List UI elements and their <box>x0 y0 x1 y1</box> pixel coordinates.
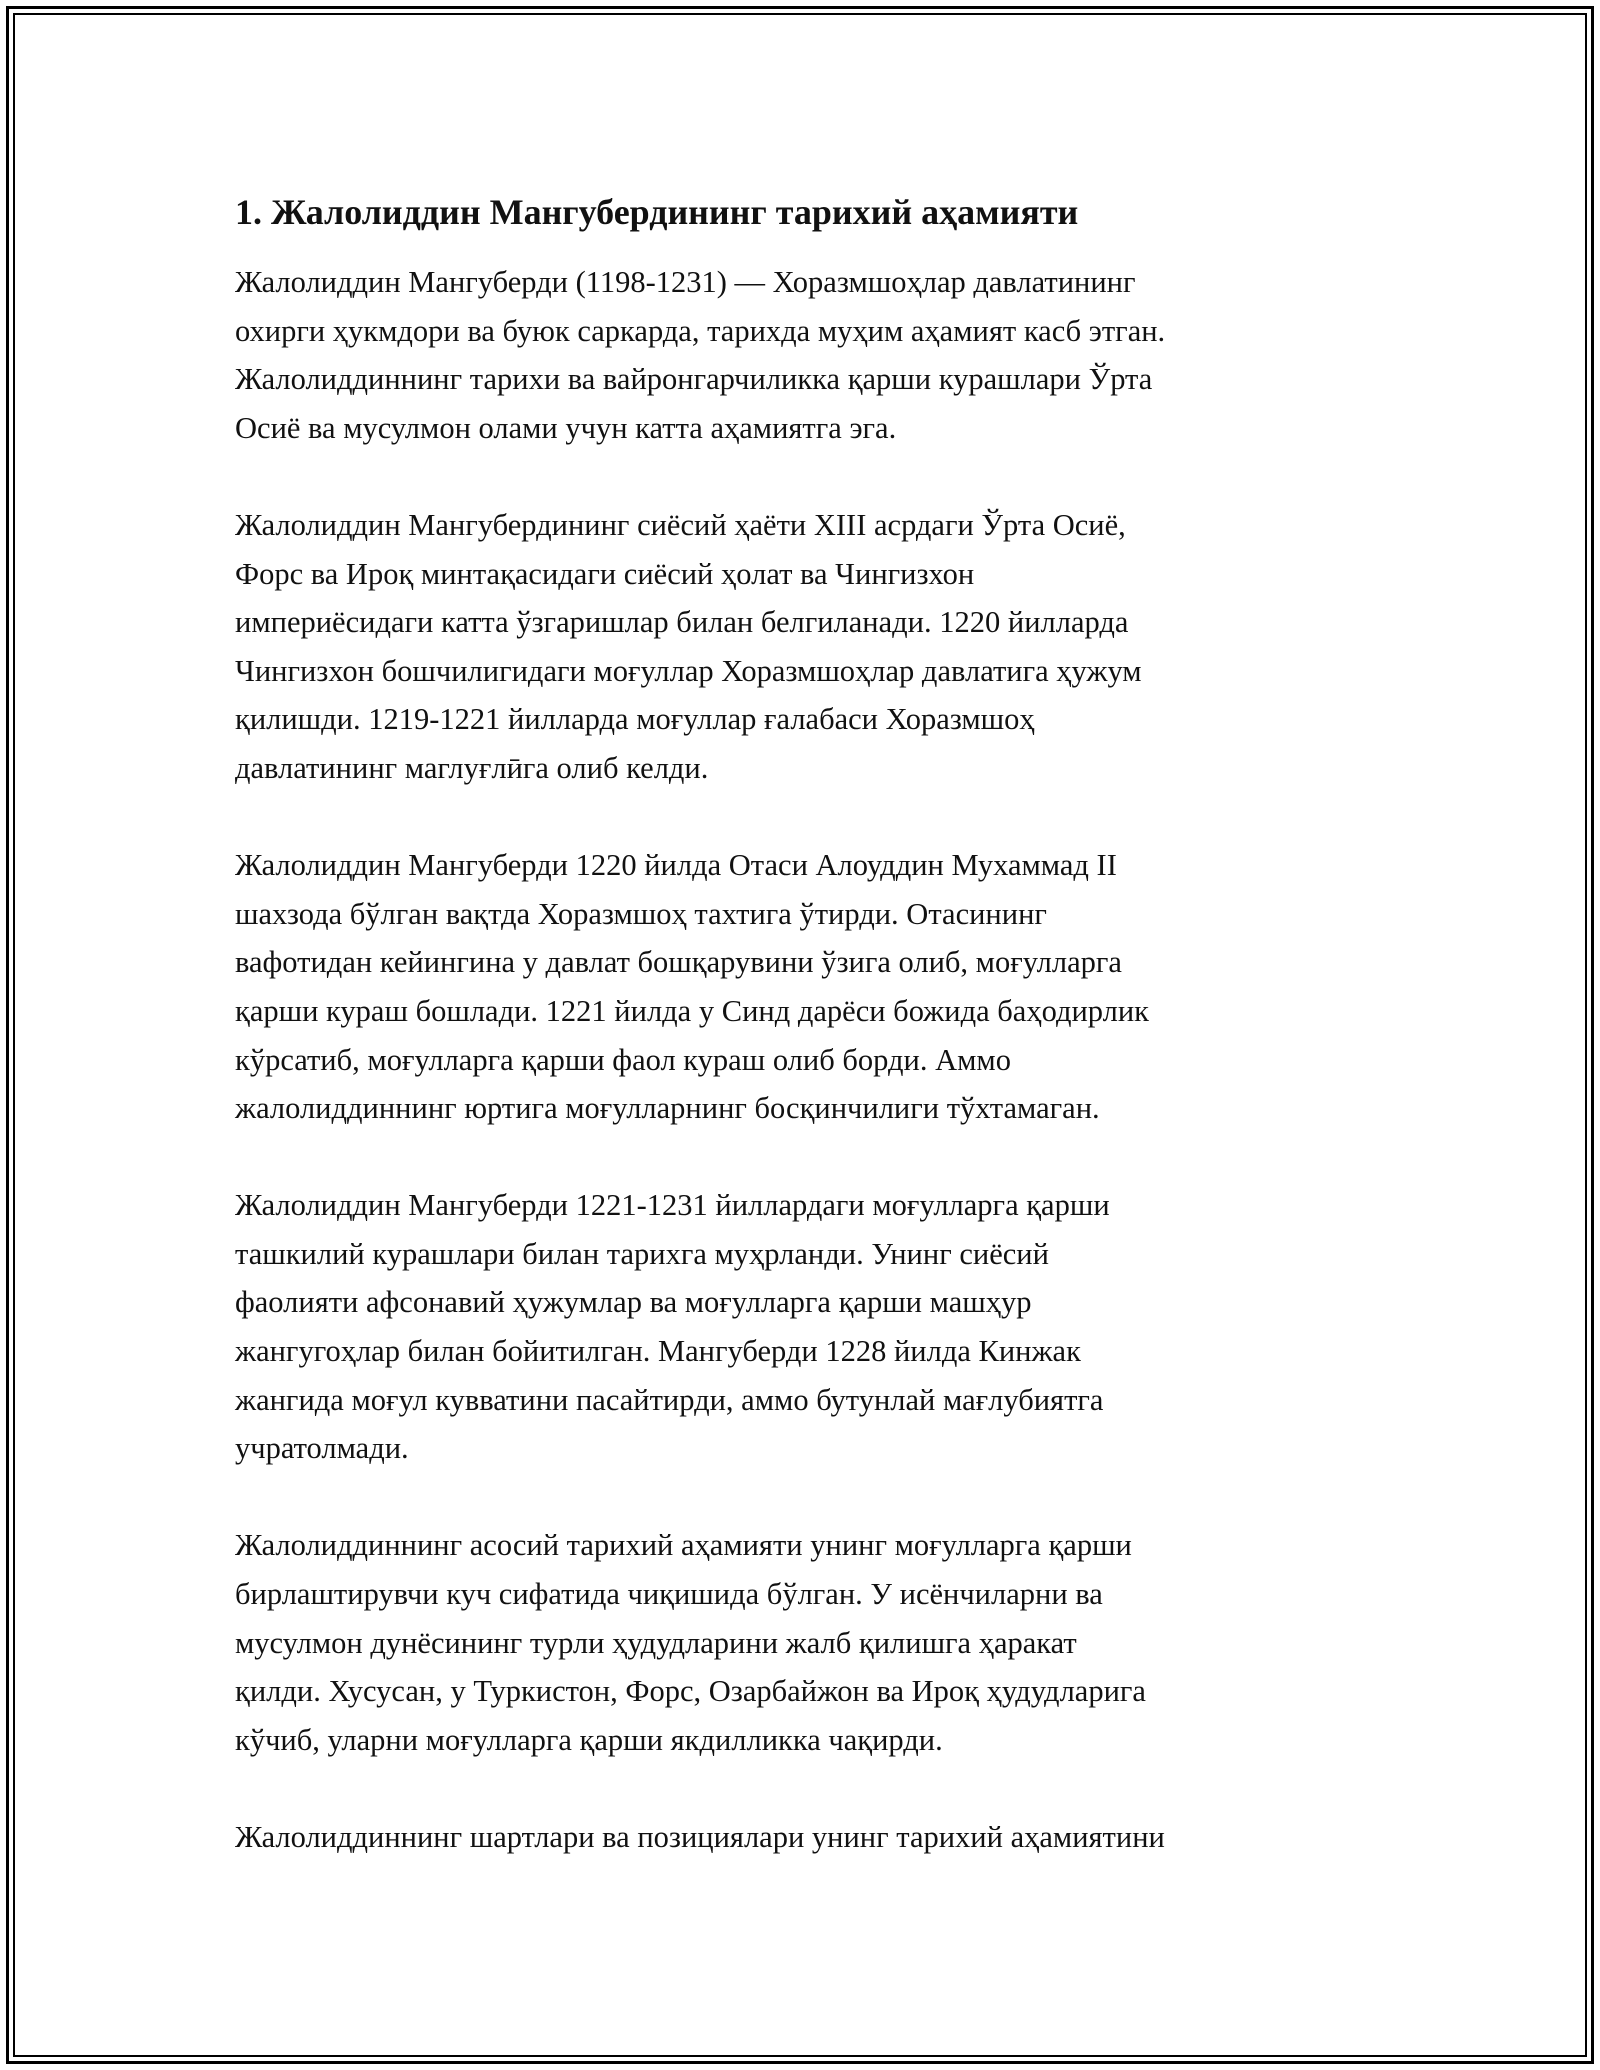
paragraph-4: Жалолиддин Мангуберди 1221-1231 йиллардаги моғулларга қарши ташкилий курашлари билан тарихга муҳрланди. Унинг сиёсий фаолияти афсонавий ҳужумлар ва моғулларга қарши машҳур жангугоҳлар билан бойитилган. Мангуберди 1228 йилда Кинжак жангида моғул кувватини пасайтирди, аммо бутунлай мағлубиятга учратолмади. <box>235 1188 1110 1466</box>
paragraph-5: Жалолиддиннинг асосий тарихий аҳамияти унинг моғулларга қарши бирлаштирувчи куч сифатида чиқишида бўлган. У исёнчиларни ва мусулмон дунёсининг турли ҳудудларини жалб қилишга ҳаракат қилди. Хусусан, у Туркистон, Форс, Озарбайжон ва Ироқ ҳудудларига кўчиб, уларни моғулларга қарши якдилликка чақирди. <box>235 1528 1146 1757</box>
paragraph-3: Жалолиддин Мангуберди 1220 йилда Отаси Алоуддин Мухаммад II шахзода бўлган вақтда Хоразмшоҳ тахтига ўтирди. Отасининг вафотидан кейингина у давлат бошқарувини ўзига олиб, моғулларга қарши кураш бошлади. 1221 йилда у Синд дарёси божида баҳодирлик кўрсатиб, моғулларга қарши фаол кураш олиб борди. Аммо жалолиддиннинг юртига моғулларнинг босқинчилиги тўхтамаган. <box>235 848 1149 1126</box>
paragraph-1: Жалолиддин Мангуберди (1198-1231) — Хоразмшоҳлар давлатининг охирги ҳукмдори ва буюк саркарда, тарихда муҳим аҳамият касб этган. Жалолиддиннинг тарихи ва вайронгарчиликка қарши курашлари Ўрта Осиё ва мусулмон олами учун катта аҳамиятга эга. <box>235 265 1166 445</box>
paragraph-2: Жалолиддин Мангубердининг сиёсий ҳаёти XIII асрдаги Ўрта Осиё, Форс ва Ироқ минтақасидаги сиёсий ҳолат ва Чингизхон империёсидаги катта ўзгаришлар билан белгиланади. 1220 йилларда Чингизхон бошчилигидаги моғуллар Хоразмшоҳлар давлатига ҳужум қилишди. 1219-1221 йилларда моғуллар ғалабаси Хоразмшоҳ давлатининг маглуғлӣга олиб келди. <box>235 507 1142 785</box>
paragraph-6: Жалолиддиннинг шартлари ва позициялари унинг тарихий аҳамиятини <box>235 1820 1165 1854</box>
document-title: 1. Жалолиддин Мангубердининг тарихий аҳамияти <box>235 192 1079 232</box>
document-body <box>235 188 1375 1910</box>
